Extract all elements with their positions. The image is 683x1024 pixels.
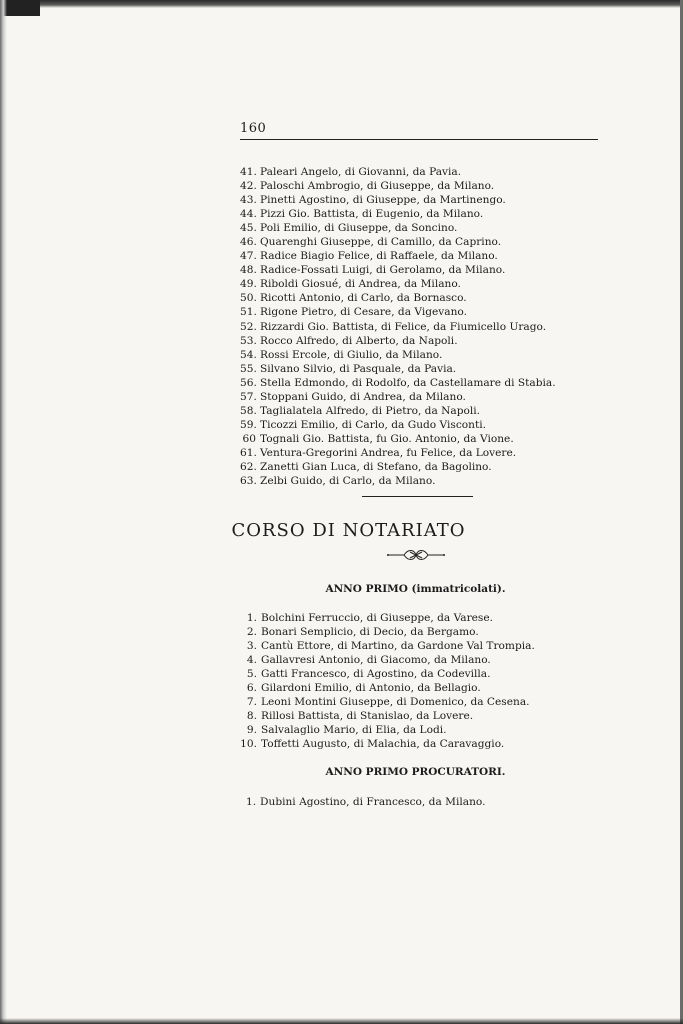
scan-edge-bottom xyxy=(0,1018,683,1024)
list-item: 49. Riboldi Giosué, di Andrea, da Milano. xyxy=(240,278,461,291)
list-item: 6. Gilardoni Emilio, di Antonio, da Bellagio. xyxy=(246,682,481,695)
scan-edge-top xyxy=(0,0,683,8)
header-rule xyxy=(240,139,598,140)
page-number: 160 xyxy=(240,121,267,136)
list-item: 52. Rizzardi Gio. Battista, di Felice, da Fiumicello Urago. xyxy=(240,320,547,333)
subsection-heading: ANNO PRIMO (immatricolati). xyxy=(325,583,506,595)
subsection-heading: ANNO PRIMO PROCURATORI. xyxy=(325,766,506,778)
list-item: 8. Rillosi Battista, di Stanislao, da Lovere. xyxy=(246,710,474,723)
list-item: 43. Pinetti Agostino, di Giuseppe, da Martinengo. xyxy=(240,194,506,207)
section-divider xyxy=(362,496,473,497)
list-item: 58. Taglialatela Alfredo, di Pietro, da Napoli. xyxy=(240,404,481,417)
list-item: 1. Dubini Agostino, di Francesco, da Milano. xyxy=(246,796,486,808)
list-item: 50. Ricotti Antonio, di Carlo, da Bornasco. xyxy=(240,292,467,305)
list-item: 54. Rossi Ercole, di Giulio, da Milano. xyxy=(240,348,443,361)
list-item: 61. Ventura-Gregorini Andrea, fu Felice, da Lovere. xyxy=(240,446,517,459)
list-item: 63. Zelbi Guido, di Carlo, da Milano. xyxy=(240,475,436,488)
list-item: 59. Ticozzi Emilio, di Carlo, da Gudo Visconti. xyxy=(240,418,486,431)
list-item: 48. Radice-Fossati Luigi, di Gerolamo, da Milano. xyxy=(240,264,506,277)
ornament-flourish-icon xyxy=(386,548,446,562)
list-item: 41. Paleari Angelo, di Giovanni, da Pavia. xyxy=(240,166,462,178)
list-item: 2. Bonari Semplicio, di Decio, da Bergamo. xyxy=(246,626,479,639)
list-item: 62. Zanetti Gian Luca, di Stefano, da Bagolino. xyxy=(240,460,492,473)
list-item: 1. Bolchini Ferruccio, di Giuseppe, da Varese. xyxy=(246,612,493,624)
list-item: 55. Silvano Silvio, di Pasquale, da Pavia. xyxy=(240,362,457,375)
list-item: 9. Salvalaglio Mario, di Elia, da Lodi. xyxy=(246,724,447,737)
student-list-continued xyxy=(240,165,556,488)
list-item: 46. Quarenghi Giuseppe, di Camillo, da Caprino. xyxy=(240,236,502,249)
list-item: 47. Radice Biagio Felice, di Raffaele, da Milano. xyxy=(240,250,498,263)
list-item: 44. Pizzi Gio. Battista, di Eugenio, da Milano. xyxy=(240,208,484,221)
list-item: 42. Paloschi Ambrogio, di Giuseppe, da Milano. xyxy=(240,180,495,193)
list-item: 3. Cantù Ettore, di Martino, da Gardone Val Trompia. xyxy=(246,640,535,653)
list-item: 5. Gatti Francesco, di Agostino, da Codevilla. xyxy=(246,668,491,681)
list-item: 45. Poli Emilio, di Giuseppe, da Soncino. xyxy=(240,222,458,235)
student-list-anno-primo xyxy=(240,611,535,751)
list-item: 7. Leoni Montini Giuseppe, di Domenico, da Cesena. xyxy=(246,696,530,709)
list-item: 10. Toffetti Augusto, di Malachia, da Caravaggio. xyxy=(240,738,505,751)
section-title: CORSO DI NOTARIATO xyxy=(231,520,466,541)
scan-edge-left xyxy=(0,0,7,1024)
list-item: 56. Stella Edmondo, di Rodolfo, da Castellamare di Stabia. xyxy=(240,376,556,389)
list-item: 53. Rocco Alfredo, di Alberto, da Napoli. xyxy=(240,334,458,347)
student-list-procuratori xyxy=(246,795,485,809)
list-item: 51. Rigone Pietro, di Cesare, da Vigevano. xyxy=(240,306,467,319)
list-item: 4. Gallavresi Antonio, di Giacomo, da Milano. xyxy=(246,654,491,667)
list-item: 57. Stoppani Guido, di Andrea, da Milano. xyxy=(240,390,466,403)
list-item: 60 Tognali Gio. Battista, fu Gio. Antonio, da Vione. xyxy=(242,432,514,445)
